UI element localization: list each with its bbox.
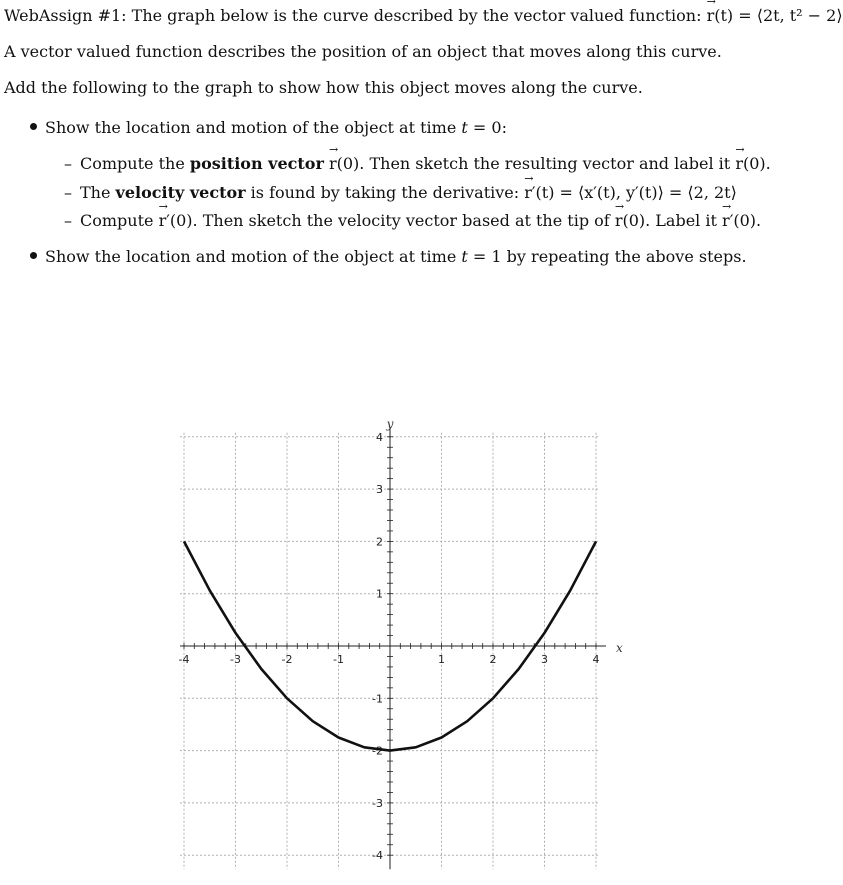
x-tick-label: -3 <box>230 653 241 666</box>
vector-r-symbol: → r <box>722 211 730 230</box>
y-tick-label: -4 <box>372 849 383 863</box>
bullet-text: Show the location and motion of the object at time <box>45 247 457 266</box>
x-tick-label: 2 <box>489 653 497 666</box>
time-eq: = 1 by repeating the above steps. <box>472 247 747 266</box>
sub-text: is found by taking the derivative: <box>250 183 520 202</box>
x-tick-label: 1 <box>438 653 445 666</box>
x-tick-label: 4 <box>592 653 600 666</box>
bullet-text: Show the location and motion of the object at time <box>45 118 457 137</box>
y-axis-label: y <box>386 417 394 431</box>
x-axis-label: x <box>616 641 623 655</box>
sub-text: Compute the <box>80 154 185 173</box>
sub-text: ′(0). <box>729 211 762 230</box>
x-tick-label: -4 <box>178 653 190 666</box>
y-tick-label: -1 <box>372 692 383 706</box>
position-vector-term: position vector <box>189 154 324 173</box>
instruction-line: Add the following to the graph to show how this object moves along the curve. <box>4 78 643 97</box>
derivative-formula: ′(t) = ⟨x′(t), y′(t)⟩ = ⟨2, 2t⟩ <box>531 183 737 202</box>
y-tick-label: 4 <box>376 430 383 444</box>
y-tick-label: -2 <box>372 744 383 758</box>
axes <box>180 427 606 869</box>
sub-text: ′(0). Then sketch the velocity vector based at the tip of <box>166 211 610 230</box>
sub-text: (0). <box>742 154 771 173</box>
y-tick-label: -3 <box>372 796 383 810</box>
sub-text: (0). Then sketch the resulting vector and label it <box>336 154 731 173</box>
subitem-velocity: – The velocity vector is found by taking the derivative: → r′(t) = ⟨x′(t), y′(t)⟩ = ⟨2, 2t⟩ <box>64 183 737 202</box>
y-tick-label: 2 <box>376 535 383 549</box>
x-tick-label: -1 <box>333 653 344 666</box>
vector-r-symbol: → r <box>159 211 167 230</box>
time-var: t <box>461 118 468 137</box>
vector-r-symbol: → r <box>707 6 715 25</box>
time-eq: = 0: <box>472 118 507 137</box>
sub-text: Compute <box>80 211 154 230</box>
vector-r-symbol: → r <box>735 154 743 173</box>
subitem-position: – Compute the position vector → r(0). Then sketch the resulting vector and label it → r(0). <box>64 154 771 173</box>
vector-r-symbol: → r <box>615 211 623 230</box>
function-formula: (t) = ⟨2t, t² − 2⟩ <box>714 6 843 25</box>
subitem-compute-velocity: – Compute → r′(0). Then sketch the velocity vector based at the tip of → r(0). Label it → r′(0). <box>64 211 761 230</box>
y-tick-label: 3 <box>376 483 383 497</box>
description-line: A vector valued function describes the position of an object that moves along this curve. <box>4 42 722 61</box>
y-tick-label: 1 <box>376 587 383 601</box>
sub-text: The <box>80 183 111 202</box>
velocity-vector-term: velocity vector <box>115 183 246 202</box>
vector-r-symbol: → r <box>329 154 337 173</box>
vector-r-symbol: → r <box>524 183 532 202</box>
title-prefix: WebAssign #1: The graph below is the curve described by the vector valued function: <box>4 6 702 25</box>
sub-text: (0). Label it <box>622 211 717 230</box>
x-tick-label: 3 <box>541 653 548 666</box>
time-var: t <box>461 247 468 266</box>
x-tick-label: -2 <box>281 653 293 666</box>
